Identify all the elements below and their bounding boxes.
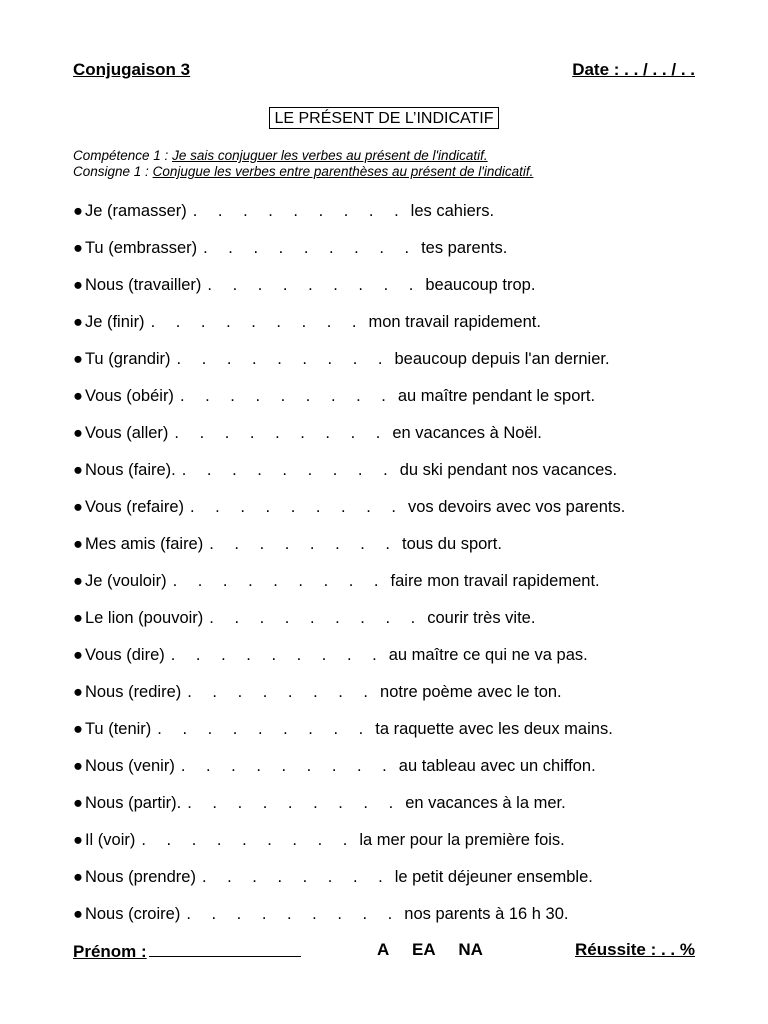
- exercise-rest: beaucoup depuis l'an dernier.: [394, 350, 610, 368]
- bullet-icon: ●: [73, 239, 83, 257]
- consigne-label: Consigne 1 :: [73, 164, 149, 179]
- answer-blank: . . . . . . . . .: [190, 498, 404, 516]
- answer-blank: . . . . . . . . .: [181, 461, 396, 479]
- exercise-rest: ta raquette avec les deux mains.: [375, 720, 613, 738]
- exercise-rest: les cahiers.: [410, 202, 495, 220]
- answer-blank: . . . . . . . .: [201, 868, 391, 886]
- answer-blank: . . . . . . . .: [209, 535, 398, 553]
- exercise-item: [73, 421, 713, 458]
- answer-blank: . . . . . . . . .: [150, 313, 365, 331]
- answer-blank: . . . . . . . . .: [187, 794, 402, 812]
- answer-blank: . . . . . . . .: [187, 683, 377, 701]
- exercise-rest: courir très vite.: [427, 609, 536, 627]
- bullet-icon: ●: [73, 498, 83, 516]
- exercise-item: [73, 458, 713, 495]
- prenom-field: [73, 940, 301, 962]
- exercise-item: [73, 754, 713, 791]
- exercise-rest: notre poème avec le ton.: [380, 683, 562, 701]
- bullet-icon: ●: [73, 387, 83, 405]
- answer-blank: . . . . . . . . .: [192, 202, 407, 220]
- bullet-icon: ●: [73, 646, 83, 664]
- exercise-item: [73, 236, 713, 273]
- exercise-rest: nos parents à 16 h 30.: [404, 905, 569, 923]
- exercise-prompt: Je (vouloir): [84, 572, 167, 590]
- exercise-prompt: Nous (venir): [84, 757, 175, 775]
- bullet-icon: ●: [73, 350, 83, 368]
- grade-na: NA: [458, 940, 483, 959]
- exercise-prompt: Vous (aller): [84, 424, 169, 442]
- title-wrap: [0, 107, 768, 129]
- exercise-item: [73, 680, 713, 717]
- bullet-icon: ●: [73, 868, 83, 886]
- exercise-prompt: Nous (croire): [84, 905, 181, 923]
- bullet-icon: ●: [73, 831, 83, 849]
- grade-a: A: [377, 940, 390, 959]
- exercise-item: [73, 828, 713, 865]
- exercise-item: [73, 865, 713, 902]
- exercise-item: [73, 495, 713, 532]
- exercise-item: [73, 532, 713, 569]
- exercise-item: [73, 310, 713, 347]
- exercise-prompt: Nous (travailler): [84, 276, 202, 294]
- bullet-icon: ●: [73, 202, 83, 220]
- header: [73, 60, 695, 84]
- consigne-text: Conjugue les verbes entre parenthèses au présent de l'indicatif.: [152, 164, 534, 179]
- exercise-item: [73, 273, 713, 310]
- instructions: [73, 148, 713, 180]
- exercise-item: [73, 384, 713, 421]
- bullet-icon: ●: [73, 572, 83, 590]
- answer-blank: . . . . . . . . .: [179, 387, 394, 405]
- exercise-prompt: Tu (tenir): [84, 720, 152, 738]
- bullet-icon: ●: [73, 609, 83, 627]
- answer-blank: . . . . . . . . .: [180, 757, 395, 775]
- bullet-icon: ●: [73, 720, 83, 738]
- competence-label: Compétence 1 :: [73, 148, 169, 163]
- bullet-icon: ●: [73, 276, 83, 294]
- exercise-rest: en vacances à la mer.: [405, 794, 566, 812]
- exercise-item: [73, 643, 713, 680]
- exercise-list: [73, 199, 713, 939]
- reussite-field: Réussite : . . %: [575, 940, 695, 959]
- answer-blank: . . . . . . . . .: [141, 831, 356, 849]
- consigne-line: [73, 164, 713, 180]
- exercise-prompt: Nous (faire).: [84, 461, 176, 479]
- competence-text: Je sais conjuguer les verbes au présent de l'indicatif.: [172, 148, 488, 163]
- answer-blank: . . . . . . . . .: [207, 276, 422, 294]
- exercise-prompt: Je (ramasser): [84, 202, 187, 220]
- exercise-item: [73, 791, 713, 828]
- answer-blank: . . . . . . . . .: [170, 646, 385, 664]
- exercise-prompt: Tu (embrasser): [84, 239, 198, 257]
- answer-blank: . . . . . . . . .: [157, 720, 372, 738]
- prenom-blank-line: [149, 940, 301, 957]
- exercise-item: [73, 347, 713, 384]
- answer-blank: . . . . . . . . .: [172, 572, 387, 590]
- prenom-label: Prénom :: [73, 942, 147, 961]
- answer-blank: . . . . . . . . .: [209, 609, 424, 627]
- exercise-rest: au tableau avec un chiffon.: [398, 757, 596, 775]
- bullet-icon: ●: [73, 535, 83, 553]
- exercise-rest: beaucoup trop.: [425, 276, 536, 294]
- exercise-rest: tous du sport.: [402, 535, 502, 553]
- exercise-prompt: Nous (redire): [84, 683, 182, 701]
- date-field: Date : . . / . . / . .: [572, 60, 695, 79]
- exercise-prompt: Il (voir): [84, 831, 136, 849]
- exercise-rest: la mer pour la première fois.: [359, 831, 565, 849]
- exercise-prompt: Tu (grandir): [84, 350, 171, 368]
- bullet-icon: ●: [73, 313, 83, 331]
- exercise-prompt: Mes amis (faire): [84, 535, 204, 553]
- exercise-rest: mon travail rapidement.: [368, 313, 541, 331]
- exercise-rest: vos devoirs avec vos parents.: [407, 498, 626, 516]
- exercise-rest: du ski pendant nos vacances.: [399, 461, 618, 479]
- exercise-prompt: Vous (obéir): [84, 387, 174, 405]
- exercise-prompt: Le lion (pouvoir): [84, 609, 204, 627]
- bullet-icon: ●: [73, 794, 83, 812]
- exercise-rest: faire mon travail rapidement.: [390, 572, 600, 590]
- bullet-icon: ●: [73, 424, 83, 442]
- exercise-rest: en vacances à Noël.: [392, 424, 542, 442]
- answer-blank: . . . . . . . . .: [176, 350, 391, 368]
- exercise-item: [73, 717, 713, 754]
- exercise-rest: tes parents.: [421, 239, 508, 257]
- exercise-item: [73, 902, 713, 939]
- bullet-icon: ●: [73, 905, 83, 923]
- exercise-prompt: Je (finir): [84, 313, 145, 331]
- bullet-icon: ●: [73, 461, 83, 479]
- exercise-rest: au maître pendant le sport.: [397, 387, 596, 405]
- worksheet-subject: Conjugaison 3: [73, 60, 191, 79]
- exercise-item: [73, 606, 713, 643]
- exercise-item: [73, 569, 713, 606]
- page-title: LE PRÉSENT DE L’INDICATIF: [269, 107, 498, 129]
- exercise-prompt: Vous (dire): [84, 646, 165, 664]
- bullet-icon: ●: [73, 757, 83, 775]
- answer-blank: . . . . . . . . .: [174, 424, 389, 442]
- exercise-prompt: Vous (refaire): [84, 498, 185, 516]
- answer-blank: . . . . . . . . .: [186, 905, 401, 923]
- exercise-prompt: Nous (prendre): [84, 868, 196, 886]
- exercise-item: [73, 199, 713, 236]
- answer-blank: . . . . . . . . .: [203, 239, 418, 257]
- footer: [73, 940, 695, 964]
- exercise-rest: au maître ce qui ne va pas.: [388, 646, 588, 664]
- grade-ea: EA: [412, 940, 436, 959]
- bullet-icon: ●: [73, 683, 83, 701]
- exercise-prompt: Nous (partir).: [84, 794, 182, 812]
- exercise-rest: le petit déjeuner ensemble.: [394, 868, 593, 886]
- grade-options: [377, 940, 501, 960]
- competence-line: [73, 148, 713, 164]
